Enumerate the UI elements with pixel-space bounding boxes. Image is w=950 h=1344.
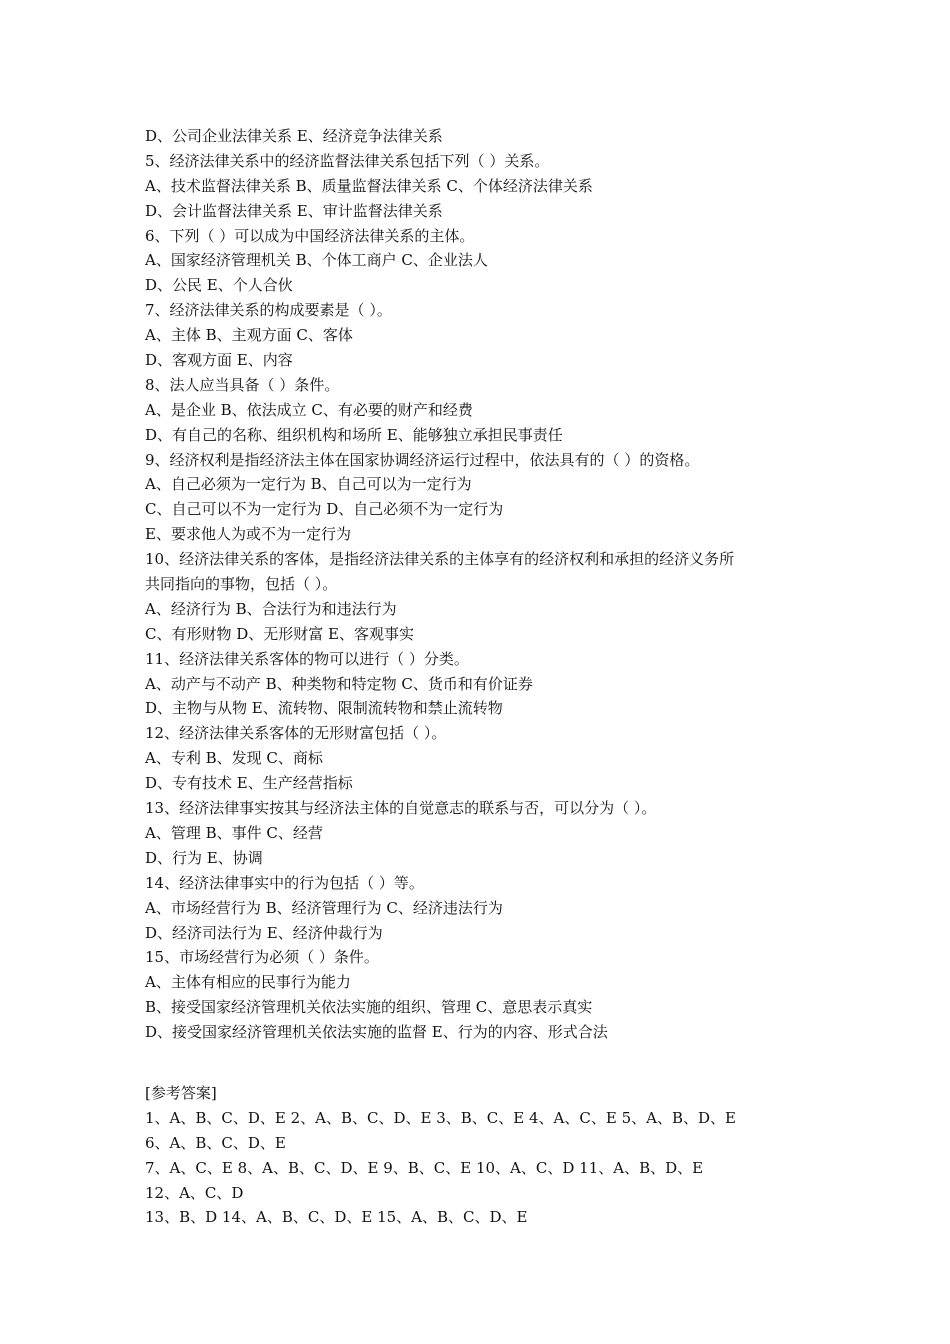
options-line: A、专利 B、发现 C、商标 [145,749,323,768]
question-8: 8、法人应当具备（ ）条件。 [145,375,340,394]
options-line: D、主物与从物 E、流转物、限制流转物和禁止流转物 [145,699,503,718]
options-line: D、会计监督法律关系 E、审计监督法律关系 [145,201,443,220]
question-10-continued: 共同指向的事物，包括（ ）。 [145,575,338,594]
options-line: C、有形财物 D、无形财富 E、客观事实 [145,624,414,643]
options-line: A、是企业 B、依法成立 C、有必要的财产和经费 [145,400,473,419]
answers-block [145,1081,825,1230]
answers-line: 13、B、D 14、A、B、C、D、E 15、A、B、C、D、E [145,1208,528,1227]
answers-line: 7、A、C、E 8、A、B、C、D、E 9、B、C、E 10、A、C、D 11、A、B、D、E [145,1158,704,1177]
answers-line: 12、A、C、D [145,1183,244,1202]
answers-line: 1、A、B、C、D、E 2、A、B、C、D、E 3、B、C、E 4、A、C、E 5、A、B、D、E [145,1108,736,1127]
options-line: A、经济行为 B、合法行为和违法行为 [145,599,397,618]
options-line: D、专有技术 E、生产经营指标 [145,774,353,793]
options-line: A、自己必须为一定行为 B、自己可以为一定行为 [145,475,472,494]
options-line: A、技术监督法律关系 B、质量监督法律关系 C、个体经济法律关系 [145,176,593,195]
document-page [145,124,825,1230]
options-line: A、动产与不动产 B、种类物和特定物 C、货币和有价证券 [145,674,533,693]
options-line: A、市场经营行为 B、经济管理行为 C、经济违法行为 [145,898,503,917]
question-11: 11、经济法律关系客体的物可以进行（ ）分类。 [145,649,469,668]
question-5: 5、经济法律关系中的经济监督法律关系包括下列（ ）关系。 [145,151,550,170]
section-spacer [145,1045,825,1081]
options-line: D、客观方面 E、内容 [145,351,293,370]
options-line: B、接受国家经济管理机关依法实施的组织、管理 C、意思表示真实 [145,998,593,1017]
question-15: 15、市场经营行为必须（ ）条件。 [145,948,379,967]
options-line: D、接受国家经济管理机关依法实施的监督 E、行为的内容、形式合法 [145,1023,608,1042]
options-line: A、管理 B、事件 C、经营 [145,823,323,842]
question-6: 6、下列（ ）可以成为中国经济法律关系的主体。 [145,226,475,245]
options-line: D、公民 E、个人合伙 [145,276,293,295]
options-line: D、经济司法行为 E、经济仲裁行为 [145,923,383,942]
questions-block [145,124,825,1045]
options-line: C、自己可以不为一定行为 D、自己必须不为一定行为 [145,500,504,519]
question-9: 9、经济权利是指经济法主体在国家协调经济运行过程中，依法具有的（ ）的资格。 [145,450,700,469]
options-line: A、主体有相应的民事行为能力 [145,973,351,992]
question-10: 10、经济法律关系的客体，是指经济法律关系的主体享有的经济权利和承担的经济义务所 [145,550,735,569]
options-line: D、行为 E、协调 [145,848,263,867]
options-line: A、国家经济管理机关 B、个体工商户 C、企业法人 [145,251,488,270]
text-line: D、公司企业法律关系 E、经济竞争法律关系 [145,127,443,145]
options-line: A、主体 B、主观方面 C、客体 [145,326,353,345]
question-7: 7、经济法律关系的构成要素是（ ）。 [145,301,392,320]
question-12: 12、经济法律关系客体的无形财富包括（ ）。 [145,724,447,743]
question-13: 13、经济法律事实按其与经济法主体的自觉意志的联系与否，可以分为（ ）。 [145,799,657,818]
question-14: 14、经济法律事实中的行为包括（ ）等。 [145,873,424,892]
options-line: D、有自己的名称、组织机构和场所 E、能够独立承担民事责任 [145,425,563,444]
answers-line: 6、A、B、C、D、E [145,1133,286,1152]
answers-heading: [参考答案] [145,1083,217,1102]
options-line: E、要求他人为或不为一定行为 [145,525,351,544]
